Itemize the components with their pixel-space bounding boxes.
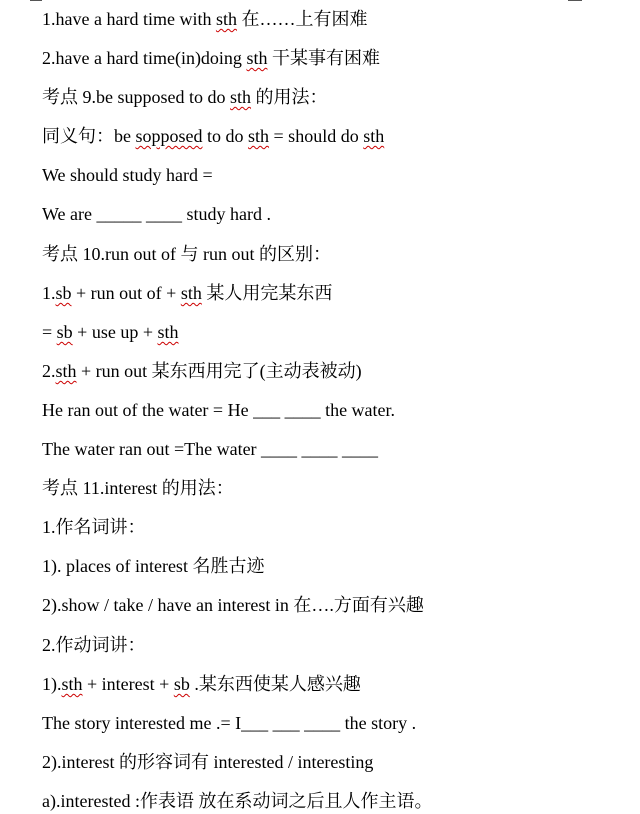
spellcheck-word: sth — [215, 9, 237, 29]
text-line: The water ran out =The water ____ ____ ____ — [42, 439, 379, 459]
text-line: We should study hard = — [42, 165, 213, 185]
text-line: 2).show / take / have an interest in 在….方面有兴趣 — [42, 595, 424, 615]
spellcheck-word: sth — [61, 674, 83, 694]
spellcheck-word: sb — [55, 283, 72, 303]
text-line: He ran out of the water = He ___ ____ the water. — [42, 400, 396, 420]
spellcheck-word: sb — [173, 674, 190, 694]
text-line: 1). places of interest 名胜古迹 — [42, 556, 265, 576]
text-line: 2.sth + run out 某东西用完了(主动表被动) — [42, 361, 362, 381]
spellcheck-word: sb — [56, 322, 73, 342]
text-line: 1.作名词讲： — [42, 517, 146, 537]
text-line: The story interested me .= I___ ___ ____ the story . — [42, 713, 417, 733]
text-line: 1.have a hard time with sth 在……上有困难 — [42, 9, 368, 29]
text-line: 同义句：be sopposed to do sth = should do sth — [42, 126, 385, 146]
text-line: 1).sth + interest + sb .某东西使某人感兴趣 — [42, 674, 361, 694]
text-line: 考点 11.interest 的用法： — [42, 478, 234, 498]
spellcheck-word: sth — [55, 361, 77, 381]
text-line: 2.have a hard time(in)doing sth 干某事有困难 — [42, 48, 380, 68]
text-line: = sb + use up + sth — [42, 322, 179, 342]
top-left-margin-mark — [30, 0, 42, 1]
spellcheck-word: sopposed — [135, 126, 203, 146]
spellcheck-word: sth — [180, 283, 202, 303]
text-line: 2).interest 的形容词有 interested / interesting — [42, 752, 374, 772]
text-line: 考点 10.run out of 与 run out 的区别： — [42, 244, 331, 264]
spellcheck-word: sth — [157, 322, 179, 342]
spellcheck-word: sth — [246, 48, 268, 68]
text-line: We are _____ ____ study hard . — [42, 204, 271, 224]
text-line: 考点 9.be supposed to do sth 的用法： — [42, 87, 328, 107]
top-right-margin-mark — [568, 0, 582, 1]
spellcheck-word: sth — [230, 87, 252, 107]
text-line: 2.作动词讲： — [42, 635, 146, 655]
text-line: a).interested :作表语 放在系动词之后且人作主语。 — [42, 791, 433, 811]
spellcheck-word: sth — [248, 126, 270, 146]
spellcheck-word: sth — [363, 126, 385, 146]
text-line: 1.sb + run out of + sth 某人用完某东西 — [42, 283, 333, 303]
